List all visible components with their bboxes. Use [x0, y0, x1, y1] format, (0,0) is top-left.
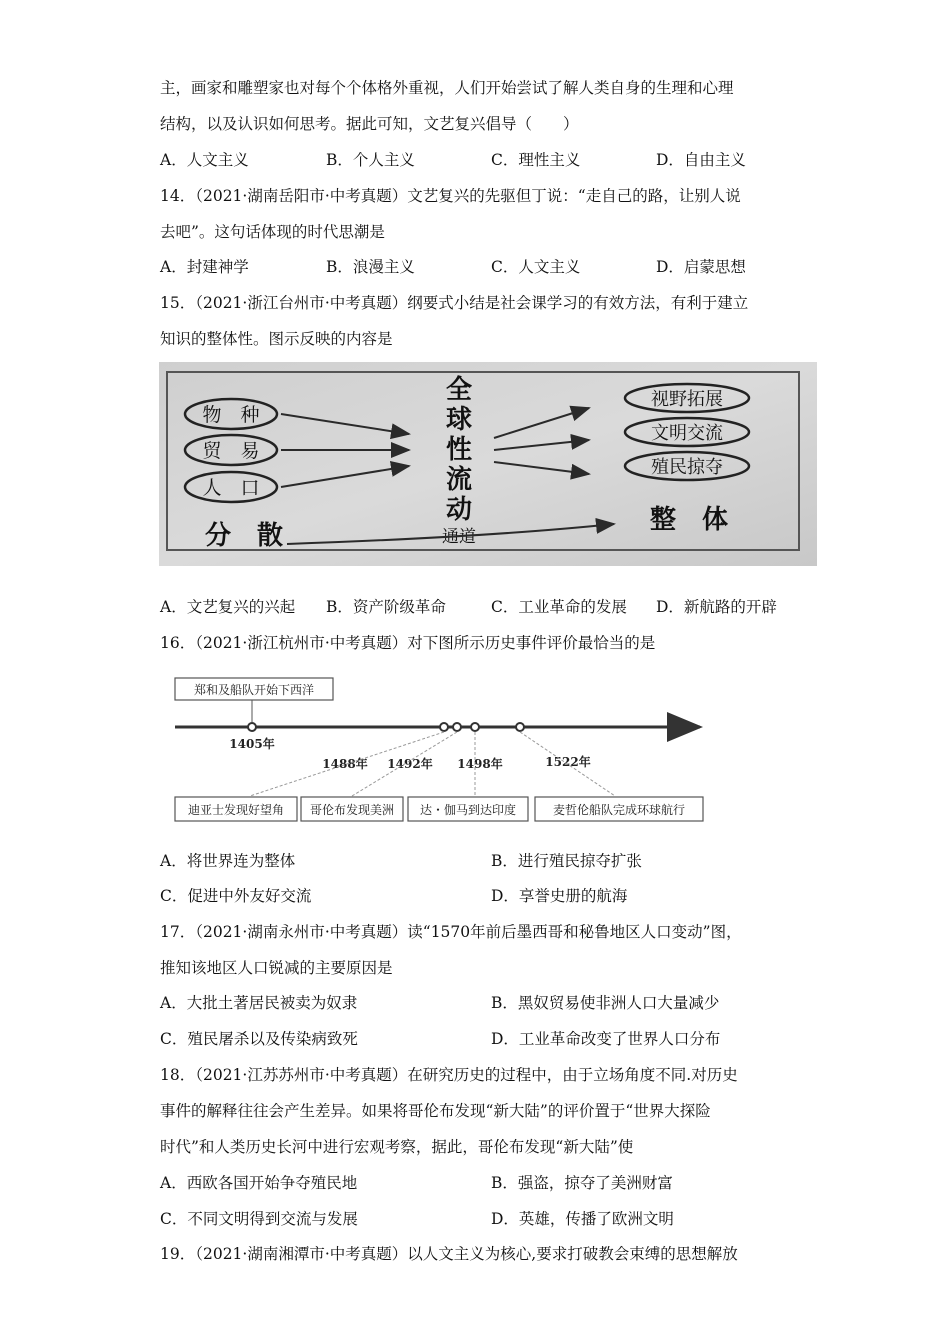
q18-options-row-2 [160, 1209, 800, 1229]
point-1488 [440, 723, 448, 731]
year-1522: 1522年 [545, 755, 591, 769]
q17-stem-line-2: 推知该地区人口锐减的主要原因是 [160, 959, 393, 977]
q18-option-b[interactable]: B．强盗，掠夺了美洲财富 [491, 1174, 673, 1192]
q18-options-row-1 [160, 1173, 800, 1193]
zheng-he-label: 郑和及船队开始下西洋 [193, 683, 315, 697]
q18-option-d[interactable]: D．英雄，传播了欧洲文明 [491, 1210, 674, 1228]
event-columbus: 哥伦布发现美洲 [309, 803, 395, 817]
point-1498 [471, 723, 479, 731]
event-magellan: 麦哲伦船队完成环球航行 [552, 803, 686, 817]
svg-text:动: 动 [445, 495, 473, 525]
q17-option-a[interactable]: A．大批土著居民被卖为奴隶 [160, 994, 358, 1012]
q18-stem-line-2: 事件的解释往往会产生差异。如果将哥伦布发现“新大陆”的评价置于“世界大探险 [160, 1102, 711, 1120]
q15-options [160, 597, 800, 617]
q15-option-c[interactable]: C．工业革命的发展 [491, 598, 627, 616]
svg-text:全: 全 [445, 375, 473, 405]
q16-options-row-1 [160, 851, 800, 871]
event-da-gama: 达・伽马到达印度 [419, 803, 517, 817]
q14-stem-line-2: 去吧”。这句话体现的时代思潮是 [160, 223, 385, 241]
year-1498: 1498年 [457, 757, 503, 771]
q15-stem-line-1: 15．（2021·浙江台州市·中考真题）纲要式小结是社会课学习的有效方法，有利于建立 [160, 294, 749, 312]
q15-option-a[interactable]: A．文艺复兴的兴起 [160, 598, 296, 616]
q17-option-d[interactable]: D．工业革命改变了世界人口分布 [491, 1030, 721, 1048]
svg-text:人 口: 人 口 [202, 477, 260, 499]
q17-option-b[interactable]: B．黑奴贸易使非洲人口大量减少 [491, 994, 720, 1012]
q14-option-c[interactable]: C．人文主义 [491, 258, 581, 276]
q13-option-b[interactable]: B．个人主义 [326, 151, 415, 169]
svg-text:贸 易: 贸 易 [202, 440, 260, 462]
year-1492: 1492年 [387, 757, 433, 771]
q14-option-b[interactable]: B．浪漫主义 [326, 258, 415, 276]
point-1492 [453, 723, 461, 731]
q16-option-b[interactable]: B．进行殖民掠夺扩张 [491, 852, 642, 870]
q16-option-c[interactable]: C．促进中外友好交流 [160, 887, 312, 905]
q18-option-a[interactable]: A．西欧各国开始争夺殖民地 [160, 1174, 358, 1192]
q15-option-d[interactable]: D．新航路的开辟 [656, 598, 777, 616]
svg-text:文明交流: 文明交流 [651, 423, 723, 444]
q15-option-b[interactable]: B．资产阶级革命 [326, 598, 446, 616]
q13-option-a[interactable]: A．人文主义 [160, 151, 249, 169]
q16-stem: 16．（2021·浙江杭州市·中考真题）对下图所示历史事件评价最恰当的是 [160, 634, 656, 652]
q15-diagram [159, 362, 817, 566]
year-1488: 1488年 [322, 757, 368, 771]
point-1405 [248, 723, 256, 731]
q13-option-d[interactable]: D．自由主义 [656, 151, 746, 169]
q13-option-c[interactable]: C．理性主义 [491, 151, 581, 169]
svg-text:物 种: 物 种 [202, 404, 260, 426]
end-label-whole: 整 体 [649, 505, 729, 535]
q17-options-row-2 [160, 1029, 800, 1049]
svg-text:流: 流 [445, 465, 473, 495]
svg-text:殖民掠夺: 殖民掠夺 [651, 457, 723, 478]
q16-timeline [170, 672, 710, 832]
center-global-flow [446, 374, 472, 525]
channel-label: 通道 [442, 527, 476, 547]
q15-stem-line-2: 知识的整体性。图示反映的内容是 [160, 330, 393, 348]
q16-options-row-2 [160, 886, 800, 906]
q14-options [160, 257, 800, 277]
q14-option-d[interactable]: D．启蒙思想 [656, 258, 746, 276]
q13-stem-line-1: 主，画家和雕塑家也对每个个体格外重视，人们开始尝试了解人类自身的生理和心理 [160, 79, 734, 97]
q18-stem-line-1: 18．（2021·江苏苏州市·中考真题）在研究历史的过程中，由于立场角度不同.对历史 [160, 1066, 738, 1084]
q14-stem-line-1: 14．（2021·湖南岳阳市·中考真题）文艺复兴的先驱但丁说：“走自己的路，让别人说 [160, 187, 741, 205]
svg-text:球: 球 [445, 405, 473, 435]
point-1522 [516, 723, 524, 731]
q17-options-row-1 [160, 993, 800, 1013]
start-label-dispersed: 分 散 [204, 521, 284, 551]
q16-option-d[interactable]: D．享誉史册的航海 [491, 887, 628, 905]
year-1405: 1405年 [229, 737, 275, 751]
q13-options [160, 150, 800, 170]
q13-stem-line-2: 结构，以及认识如何思考。据此可知，文艺复兴倡导（ ） [160, 115, 579, 133]
q18-option-c[interactable]: C．不同文明得到交流与发展 [160, 1210, 358, 1228]
q17-option-c[interactable]: C．殖民屠杀以及传染病致死 [160, 1030, 358, 1048]
q16-option-a[interactable]: A．将世界连为整体 [160, 852, 296, 870]
svg-text:性: 性 [445, 435, 473, 465]
q14-option-a[interactable]: A．封建神学 [160, 258, 249, 276]
svg-text:视野拓展: 视野拓展 [651, 389, 723, 410]
event-dias: 迪亚士发现好望角 [187, 803, 285, 817]
q18-stem-line-3: 时代”和人类历史长河中进行宏观考察，据此，哥伦布发现“新大陆”使 [160, 1138, 634, 1156]
q19-stem-line-1: 19．（2021·湖南湘潭市·中考真题）以人文主义为核心,要求打破教会束缚的思想解放 [160, 1245, 738, 1263]
q17-stem-line-1: 17．（2021·湖南永州市·中考真题）读“1570年前后墨西哥和秘鲁地区人口变动”图， [160, 923, 742, 941]
